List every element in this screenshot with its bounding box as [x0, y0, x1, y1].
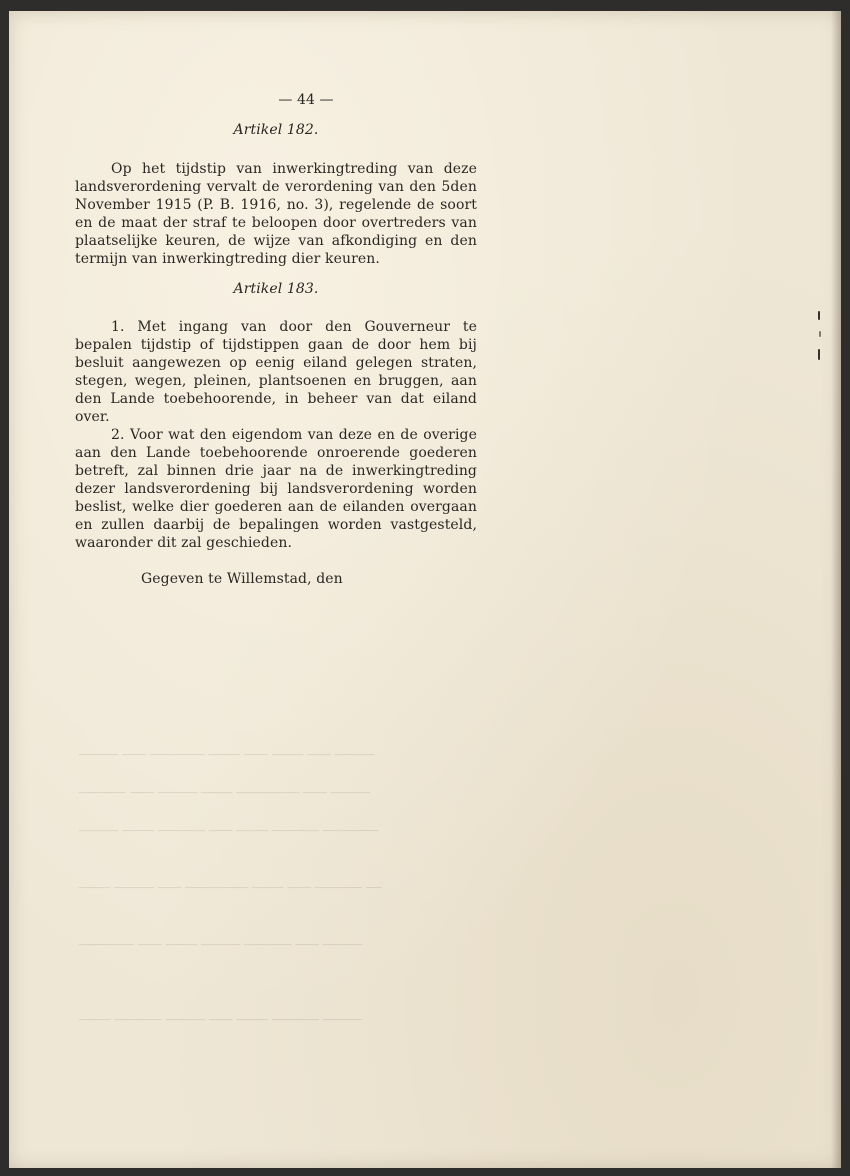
page-edge-shadow: [831, 11, 841, 1168]
margin-mark: [818, 349, 820, 360]
show-through-text: ───── ──── ────── ─── ──── ────── ───────: [79, 824, 378, 839]
show-through-text: ─────── ─── ──── ───── ────── ─── ─────: [79, 938, 363, 953]
article-182-paragraph: Op het tijdstip van inwerkingtreding van deze landsverordening vervalt de verordening van den 5den November 1915 (P. B. 1916, no. 3), regelende de soort en de maat der straf te beloopen door overtreders van plaatselijke keuren, de wijze van afkondiging en den termijn van inwerkingtreding dier keuren.: [75, 161, 477, 267]
margin-mark: [818, 311, 820, 320]
document-page: [9, 11, 841, 1168]
show-through-text: ───── ─── ─────── ──── ─── ──── ─── ─────: [79, 748, 375, 763]
closing-line: Gegeven te Willemstad, den: [141, 571, 343, 587]
show-through-text: ────── ─── ───── ──── ──────── ─── ─────: [79, 786, 370, 801]
article-182-title: Artikel 182.: [233, 122, 319, 138]
page-number: — 44 —: [278, 92, 334, 108]
margin-mark: [819, 331, 821, 337]
article-183-paragraph-1: 1. Met ingang van door den Gouverneur te bepalen tijdstip of tijdstippen gaan de door hem bij besluit aangewezen op eenig eiland gelegen straten, stegen, wegen, pleinen, plantsoenen en bruggen, aan den Lande toebehoorende, in beheer van dat eiland over.: [75, 319, 477, 425]
article-183-paragraph-2: 2. Voor wat den eigendom van deze en de overige aan den Lande toebehoorende onroerende goederen betreft, zal binnen drie jaar na de inwerkingtreding dezer landsverordening bij landsverordening worden beslist, welke dier goederen aan de eilanden overgaan en zullen daarbij de bepalingen worden vastgesteld, waaronder dit zal geschieden.: [75, 427, 477, 551]
article-183-title: Artikel 183.: [233, 281, 319, 297]
show-through-text: ──── ───── ─── ──────── ──── ─── ────── ──: [79, 881, 382, 896]
document-body: [75, 91, 477, 588]
show-through-text: ──── ────── ───── ─── ──── ────── ─────: [79, 1013, 363, 1028]
